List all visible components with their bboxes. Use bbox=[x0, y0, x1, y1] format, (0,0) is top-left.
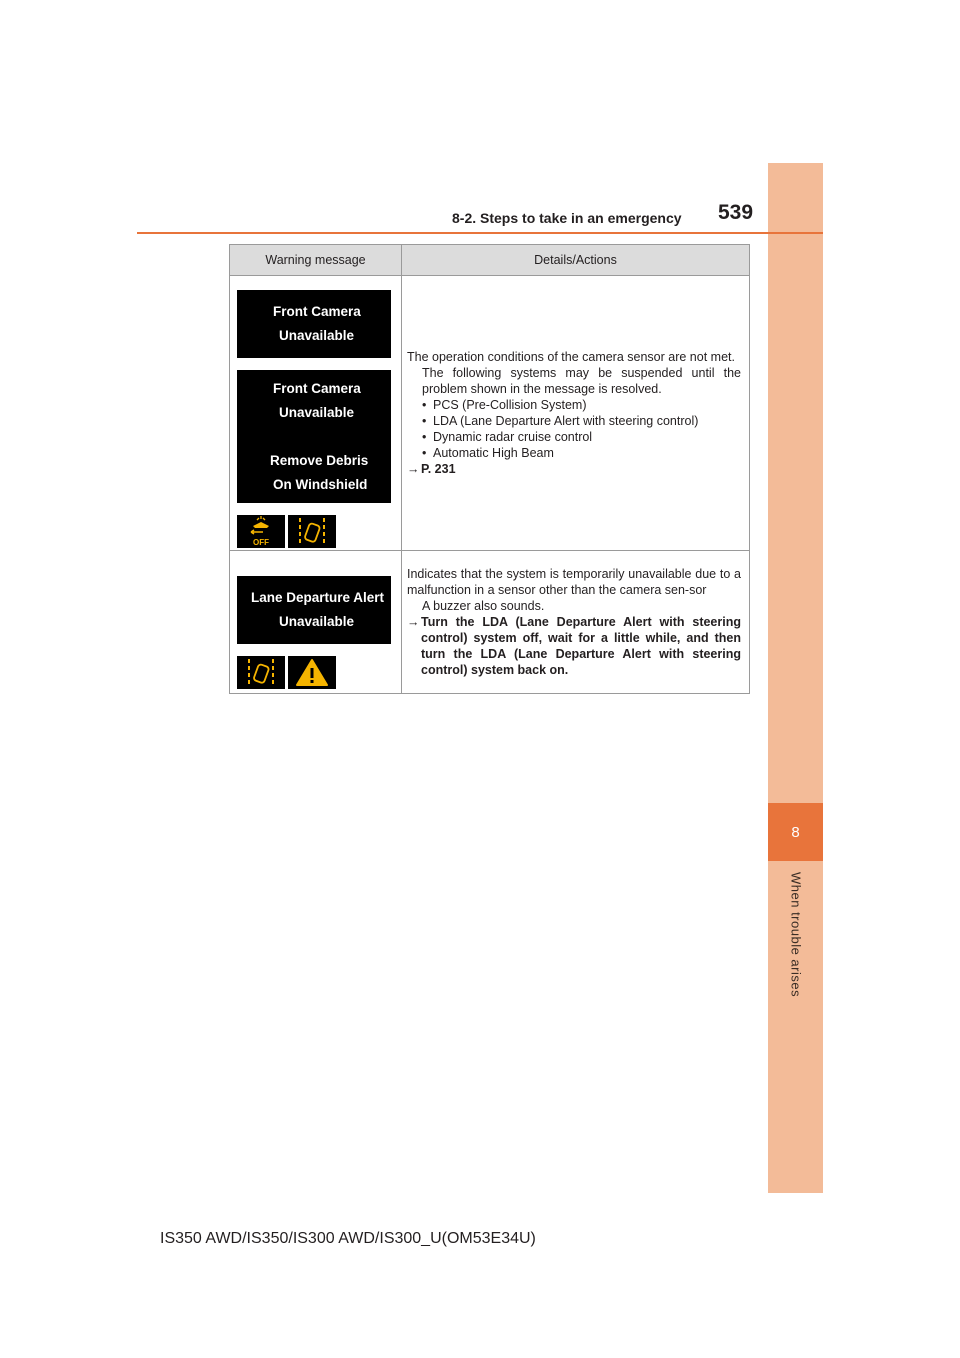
details-actions-cell bbox=[402, 551, 750, 694]
chapter-number: 8 bbox=[791, 823, 800, 841]
warning-message-cell bbox=[230, 276, 402, 551]
screen-line: Unavailable bbox=[279, 328, 355, 343]
table-header-row bbox=[230, 245, 750, 276]
arrow-right-icon: → bbox=[407, 615, 420, 629]
details-actions-cell bbox=[402, 276, 750, 551]
details-note: The following systems may be suspended until the problem shown in the message is resolved. bbox=[422, 366, 741, 396]
chapter-tab[interactable] bbox=[768, 803, 823, 861]
front-camera-remove-debris-screen bbox=[237, 370, 391, 503]
side-band bbox=[768, 163, 823, 1193]
section-title: 8-2. Steps to take in an emergency bbox=[452, 210, 682, 226]
action-text: Turn the LDA (Lane Departure Alert with steering control) system off, wait for a little while, and then turn the LDA (Lane Departure Alert with steering control) system back on. bbox=[421, 615, 741, 677]
list-item: • Automatic High Beam bbox=[422, 445, 741, 461]
suspended-systems-list bbox=[407, 397, 741, 461]
screen-line: Lane Departure Alert bbox=[251, 589, 385, 605]
indicator-icons bbox=[237, 515, 401, 548]
screen-line: Front Camera bbox=[273, 304, 361, 319]
lda-indicator-icon bbox=[288, 515, 336, 548]
screen-line: Front Camera bbox=[273, 380, 361, 396]
table-row bbox=[230, 551, 750, 694]
screen-gap bbox=[237, 425, 391, 449]
table-row bbox=[230, 276, 750, 551]
column-header-details-actions: Details/Actions bbox=[402, 245, 750, 276]
screen-line: Unavailable bbox=[279, 613, 355, 629]
arrow-right-icon: → bbox=[407, 462, 420, 476]
warning-message-table bbox=[229, 244, 750, 694]
list-item: • LDA (Lane Departure Alert with steering control) bbox=[422, 413, 741, 429]
screen-line: Remove Debris bbox=[270, 452, 369, 468]
lda-indicator-icon bbox=[237, 656, 285, 689]
list-item: • Dynamic radar cruise control bbox=[422, 429, 741, 445]
details-intro: The operation conditions of the camera sensor are not met. bbox=[407, 350, 735, 364]
screen-line: Unavailable bbox=[279, 404, 355, 420]
indicator-icons bbox=[237, 656, 401, 689]
screen-line: On Windshield bbox=[273, 476, 368, 492]
pcs-off-text: OFF bbox=[253, 538, 269, 547]
page-number: 539 bbox=[718, 201, 754, 224]
chapter-label bbox=[787, 870, 805, 1000]
page-reference[interactable] bbox=[407, 461, 741, 477]
page-reference-link[interactable]: P. 231 bbox=[421, 462, 456, 476]
lda-unavailable-screen bbox=[237, 576, 391, 644]
pcs-off-indicator-icon bbox=[237, 515, 285, 548]
list-item: • PCS (Pre-Collision System) bbox=[422, 397, 741, 413]
header-rule bbox=[137, 232, 823, 234]
column-header-warning-message: Warning message bbox=[230, 245, 402, 276]
details-note: A buzzer also sounds. bbox=[422, 599, 545, 613]
warning-message-cell bbox=[230, 551, 402, 694]
action-instruction bbox=[407, 614, 741, 678]
master-warning-icon bbox=[288, 656, 336, 689]
details-intro: Indicates that the system is temporarily unavailable due to a malfunction in a sensor other than the camera sen-sor bbox=[407, 567, 741, 597]
front-camera-unavailable-screen bbox=[237, 290, 391, 358]
chapter-title: When trouble arises bbox=[788, 872, 804, 998]
footer-model-code: IS350 AWD/IS350/IS300 AWD/IS300_U(OM53E34U) bbox=[160, 1230, 536, 1247]
